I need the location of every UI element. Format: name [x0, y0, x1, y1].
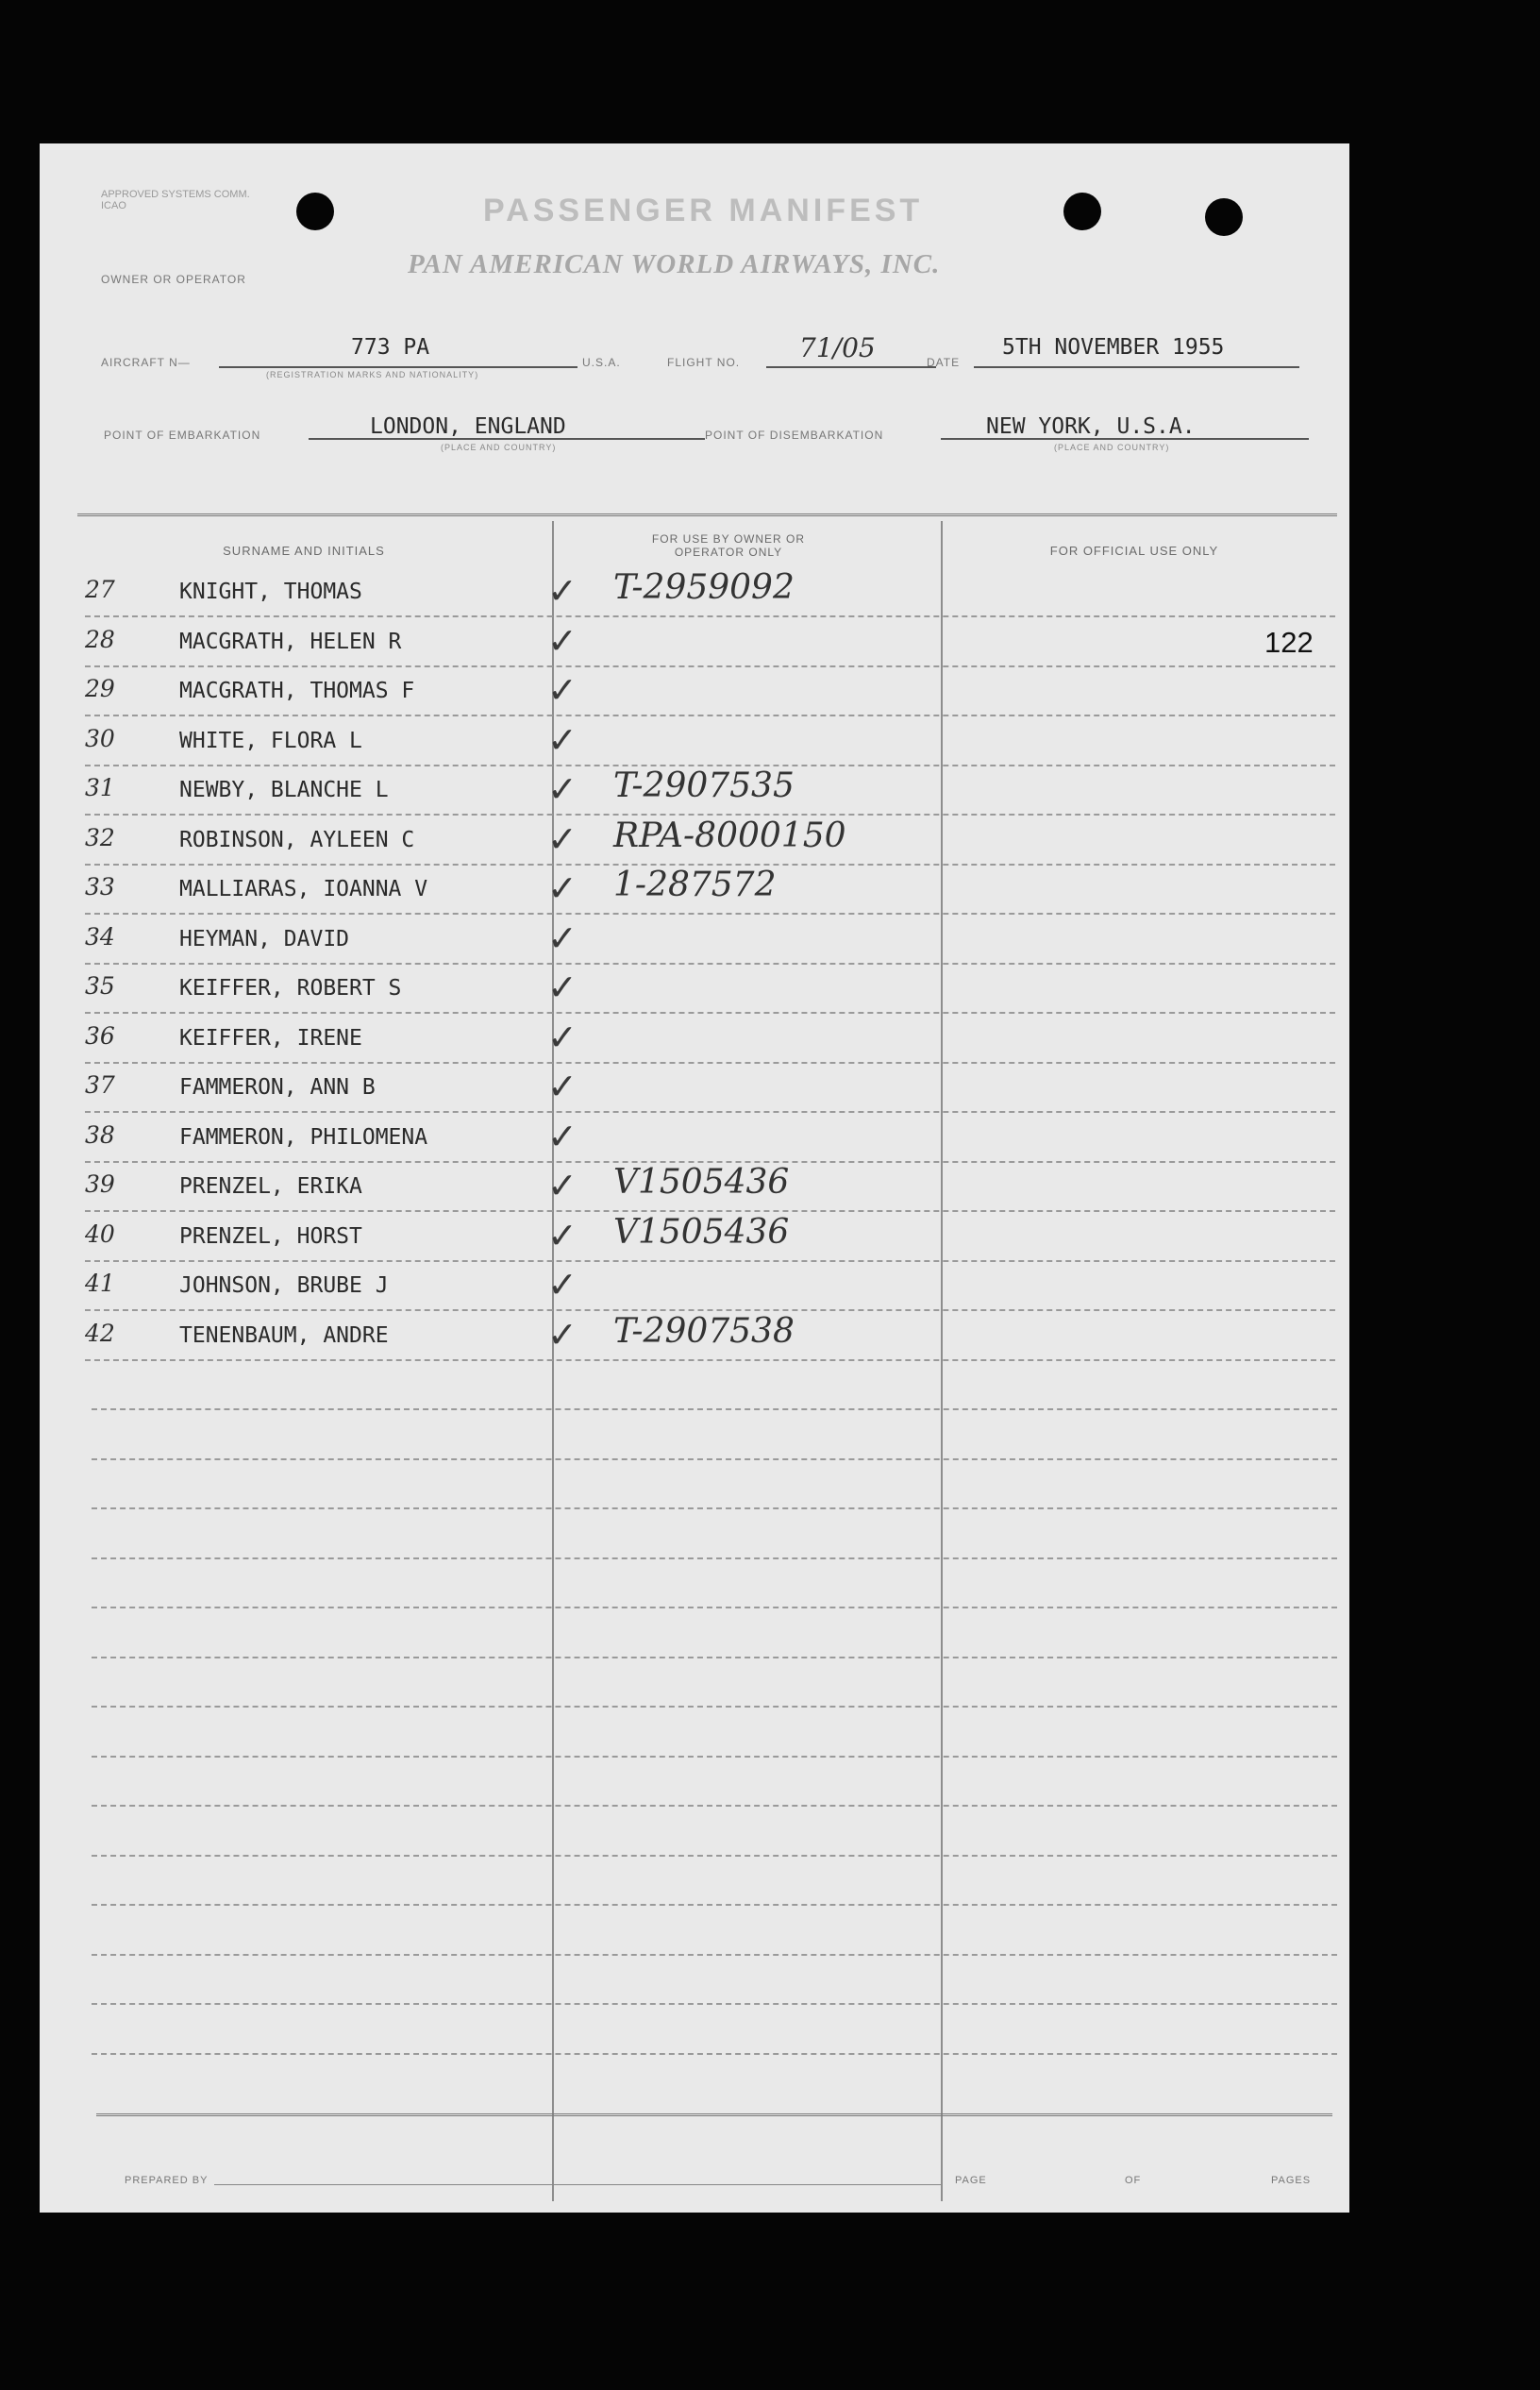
ticket-number: 1-287572: [613, 866, 777, 904]
blank-row-line: [92, 1756, 1337, 1758]
date-value: 5TH NOVEMBER 1955: [1002, 335, 1225, 360]
punch-hole-left: [296, 193, 334, 230]
blank-row-line: [92, 1904, 1337, 1906]
blank-row-line: [92, 1855, 1337, 1857]
passenger-name: MALLIARAS, IOANNA V: [179, 877, 428, 901]
row-line: [85, 1359, 1335, 1361]
disembark-place-note: (PLACE AND COUNTRY): [1054, 443, 1170, 452]
aircraft-value: 773 PA: [351, 335, 430, 360]
row-number: 38: [85, 1120, 115, 1149]
row-number: 29: [85, 675, 115, 702]
passenger-name: PRENZEL, ERIKA: [179, 1174, 362, 1199]
manifest-sheet: [40, 143, 1349, 2213]
of-label: OF: [1125, 2175, 1142, 2186]
passenger-row: [85, 1312, 1359, 1361]
form-title: PASSENGER MANIFEST: [483, 193, 924, 228]
check-mark-icon: ✓: [547, 619, 578, 662]
disembark-value: NEW YORK, U.S.A.: [986, 414, 1196, 439]
row-number: 34: [85, 922, 115, 951]
passenger-row: [85, 568, 1359, 617]
check-mark-icon: ✓: [547, 967, 578, 1008]
row-number: 33: [85, 873, 115, 900]
check-mark-icon: ✓: [547, 1115, 578, 1157]
registration-note: (REGISTRATION MARKS AND NATIONALITY): [266, 370, 479, 379]
flight-label: FLIGHT NO.: [667, 356, 741, 369]
passenger-name: FAMMERON, ANN B: [179, 1075, 376, 1100]
row-number: 39: [85, 1170, 115, 1198]
passenger-name: KEIFFER, ROBERT S: [179, 976, 402, 1001]
passenger-row: [85, 965, 1359, 1014]
passenger-row: [85, 866, 1359, 915]
check-mark-icon: ✓: [547, 768, 578, 810]
blank-row-line: [92, 1607, 1337, 1608]
passenger-name: KEIFFER, IRENE: [179, 1025, 362, 1051]
embark-place-note: (PLACE AND COUNTRY): [441, 443, 557, 452]
passenger-row: [85, 1213, 1359, 1262]
row-number: 42: [85, 1319, 115, 1347]
blank-row-line: [92, 1507, 1337, 1509]
passenger-name: JOHNSON, BRUBE J: [179, 1273, 389, 1298]
blank-row-line: [92, 1557, 1337, 1559]
blank-row-line: [92, 1706, 1337, 1708]
official-use-value: 122: [1264, 625, 1314, 659]
blank-row-line: [92, 1954, 1337, 1956]
passenger-row: [85, 766, 1359, 816]
ticket-number: V1505436: [613, 1212, 790, 1252]
check-mark-icon: ✓: [547, 817, 578, 860]
check-mark-icon: ✓: [547, 1313, 578, 1355]
blank-row-line: [92, 1458, 1337, 1460]
blank-row-line: [92, 1408, 1337, 1410]
blank-row-line: [92, 1657, 1337, 1658]
embark-label: POINT OF EMBARKATION: [104, 429, 261, 442]
ticket-number: RPA-8000150: [613, 816, 846, 855]
passenger-row: [85, 1064, 1359, 1113]
check-mark-icon: ✓: [547, 1214, 578, 1256]
pages-label: PAGES: [1271, 2175, 1312, 2186]
page-label: PAGE: [955, 2175, 987, 2186]
row-number: 30: [85, 724, 115, 752]
punch-hole-right-2: [1205, 198, 1243, 236]
passenger-row: [85, 1015, 1359, 1064]
date-label: DATE: [927, 356, 961, 369]
check-mark-icon: ✓: [547, 570, 578, 612]
passenger-row: [85, 916, 1359, 965]
punch-hole-right-1: [1063, 193, 1101, 230]
owner-label: OWNER OR OPERATOR: [101, 273, 246, 286]
row-number: 32: [85, 823, 115, 851]
approved-stamp: APPROVED SYSTEMS COMM. ICAO: [101, 189, 250, 211]
disembark-label: POINT OF DISEMBARKATION: [705, 429, 884, 442]
blank-row-line: [92, 2053, 1337, 2055]
row-number: 37: [85, 1071, 115, 1099]
passenger-row: [85, 1114, 1359, 1163]
row-number: 40: [85, 1220, 115, 1248]
check-mark-icon: ✓: [547, 1264, 578, 1305]
check-mark-icon: ✓: [547, 1016, 578, 1058]
ticket-number: T-2907535: [613, 766, 795, 805]
passenger-name: ROBINSON, AYLEEN C: [179, 827, 415, 852]
row-number: 31: [85, 774, 115, 801]
blank-row-line: [92, 2003, 1337, 2005]
check-mark-icon: ✓: [547, 1165, 578, 1206]
check-mark-icon: ✓: [547, 917, 578, 959]
ticket-number: T-2959092: [613, 568, 795, 607]
check-mark-icon: ✓: [547, 867, 578, 909]
passenger-row: [85, 816, 1359, 866]
aircraft-label: AIRCRAFT N—: [101, 356, 191, 369]
passenger-row: [85, 1262, 1359, 1311]
prepared-by-label: PREPARED BY: [125, 2175, 209, 2186]
passenger-name: HEYMAN, DAVID: [179, 926, 350, 951]
check-mark-icon: ✓: [547, 1066, 578, 1107]
col-surname-header: SURNAME AND INITIALS: [223, 544, 385, 558]
ticket-number: V1505436: [613, 1163, 790, 1202]
passenger-row: [85, 717, 1359, 766]
check-mark-icon: ✓: [547, 669, 578, 711]
row-number: 28: [85, 625, 115, 653]
ticket-number: T-2907538: [613, 1311, 795, 1351]
row-number: 35: [85, 972, 115, 1000]
col-owner-header: FOR USE BY OWNER OR OPERATOR ONLY: [651, 532, 806, 559]
passenger-name: PRENZEL, HORST: [179, 1223, 362, 1249]
flight-value: 71/05: [799, 332, 876, 363]
passenger-name: KNIGHT, THOMAS: [179, 580, 362, 604]
airline-name: PAN AMERICAN WORLD AIRWAYS, INC.: [408, 249, 941, 279]
passenger-name: MACGRATH, HELEN R: [179, 629, 402, 654]
passenger-row: [85, 667, 1359, 716]
passenger-name: FAMMERON, PHILOMENA: [179, 1124, 428, 1150]
row-number: 27: [85, 576, 115, 603]
blank-row-line: [92, 1805, 1337, 1807]
row-number: 41: [85, 1270, 115, 1297]
check-mark-icon: ✓: [547, 718, 578, 761]
col-official-header: FOR OFFICIAL USE ONLY: [1049, 544, 1219, 558]
passenger-row: [85, 1163, 1359, 1212]
embark-value: LONDON, ENGLAND: [370, 414, 566, 439]
passenger-row: [85, 618, 1359, 667]
usa-label: U.S.A.: [582, 356, 621, 369]
passenger-name: WHITE, FLORA L: [179, 728, 362, 753]
row-number: 36: [85, 1021, 115, 1050]
passenger-name: NEWBY, BLANCHE L: [179, 778, 389, 802]
passenger-name: TENENBAUM, ANDRE: [179, 1322, 389, 1348]
passenger-name: MACGRATH, THOMAS F: [179, 679, 415, 703]
